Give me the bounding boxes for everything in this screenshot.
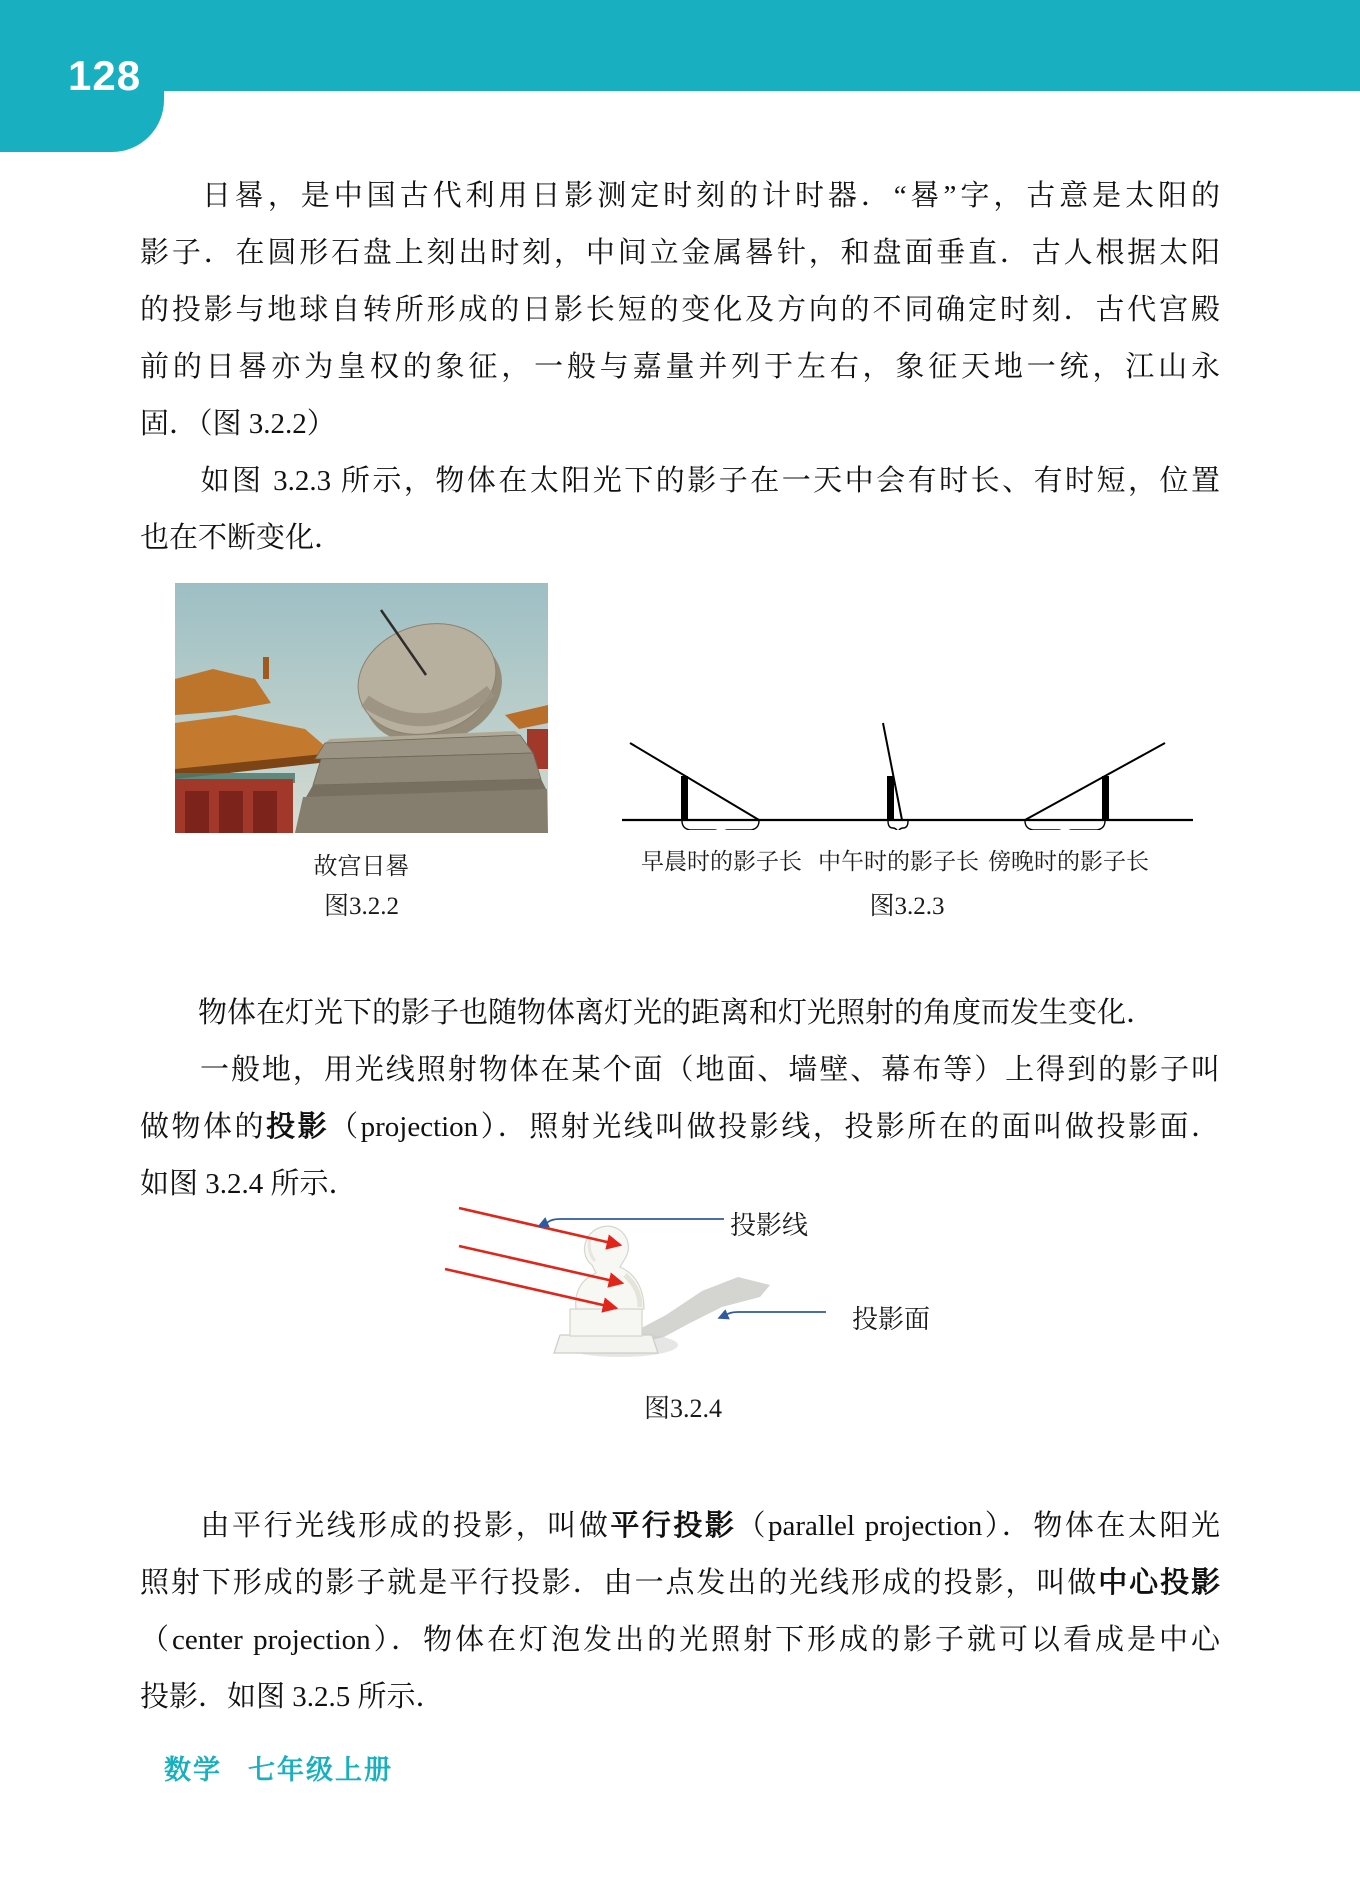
text-line: 物体在灯光下的影子也随物体离灯光的距离和灯光照射的角度而发生变化． [198, 997, 1156, 1029]
label-projection-plane: 投影面 [852, 1305, 931, 1334]
body-text-block-2 [140, 985, 1220, 1213]
text-line: 固．（图 3.2.2） [140, 408, 336, 440]
sun-ray-evening [1025, 743, 1165, 820]
footer-book-title: 七年级上册 [248, 1755, 393, 1785]
figure-323-caption: 图3.2.3 [869, 893, 945, 920]
text-line: 如图 3.2.3 所示，物体在太阳光下的影子在一天中会有时长、有时短，位置 [198, 465, 1220, 497]
shadow-label-evening: 傍晚时的影子长 [988, 849, 1149, 874]
text-line: 影子．在圆形石盘上刻出时刻，中间立金属晷针，和盘面垂直．古人根据太阳 [140, 237, 1220, 269]
text-line: 投影．如图 3.2.5 所示． [140, 1681, 445, 1713]
text-line: 照射下形成的影子就是平行投影．由一点发出的光线形成的投影，叫做中心投影 [140, 1567, 1220, 1599]
footer-subject: 数学 [164, 1755, 222, 1785]
figure-324-caption: 图3.2.4 [643, 1394, 722, 1423]
text-line: 如图 3.2.4 所示． [140, 1168, 358, 1200]
underbrace-icon [1025, 821, 1105, 830]
photo-caption: 故宫日晷 [313, 854, 410, 880]
footer [164, 1748, 393, 1787]
text-line: （center projection）．物体在灯泡发出的光照射下形成的影子就可以看成是中心 [140, 1624, 1220, 1656]
sun-ray-morning [630, 743, 759, 820]
underbrace-icon [888, 821, 908, 830]
statue-projection-figure [420, 1195, 980, 1380]
post-morning [681, 776, 688, 820]
callout-arrow-plane [719, 1312, 826, 1318]
text-line: 由平行光线形成的投影，叫做平行投影（parallel projection）．物体在太阳光 [198, 1510, 1220, 1542]
post-evening [1102, 776, 1109, 820]
text-line: 的投影与地球自转所形成的日影长短的变化及方向的不同确定时刻．古代宫殿 [140, 294, 1220, 326]
sundial-photo-art [175, 583, 548, 833]
shadow-length-diagram [560, 700, 1220, 830]
header-page-tab [0, 0, 164, 152]
figure-322-caption: 图3.2.2 [323, 893, 399, 920]
post-noon [887, 776, 894, 820]
body-text-block-1 [140, 168, 1220, 567]
sundial-photo [175, 583, 548, 833]
callout-arrow-lines [539, 1219, 724, 1226]
header-bar [0, 0, 1360, 91]
stone-pedestal [295, 731, 548, 833]
statue [554, 1226, 658, 1353]
underbrace-icon [682, 821, 759, 830]
text-line: 一般地，用光线照射物体在某个面（地面、墙壁、幕布等）上得到的影子叫 [198, 1054, 1220, 1086]
shadow-label-morning: 早晨时的影子长 [641, 849, 802, 874]
text-line: 前的日晷亦为皇权的象征，一般与嘉量并列于左右，象征天地一统，江山永 [140, 351, 1220, 383]
body-text-block-3 [140, 1498, 1220, 1726]
text-line: 也在不断变化． [140, 522, 344, 554]
page-number: 128 [68, 52, 142, 99]
text-line: 做物体的投影（projection）．照射光线叫做投影线，投影所在的面叫做投影面． [140, 1111, 1220, 1143]
text-line: 日晷，是中国古代利用日影测定时刻的计时器．“晷”字，古意是太阳的 [198, 180, 1220, 212]
shadow-label-noon: 中午时的影子长 [818, 849, 979, 874]
label-projection-lines: 投影线 [730, 1211, 809, 1240]
palace-red-wall [175, 779, 293, 833]
